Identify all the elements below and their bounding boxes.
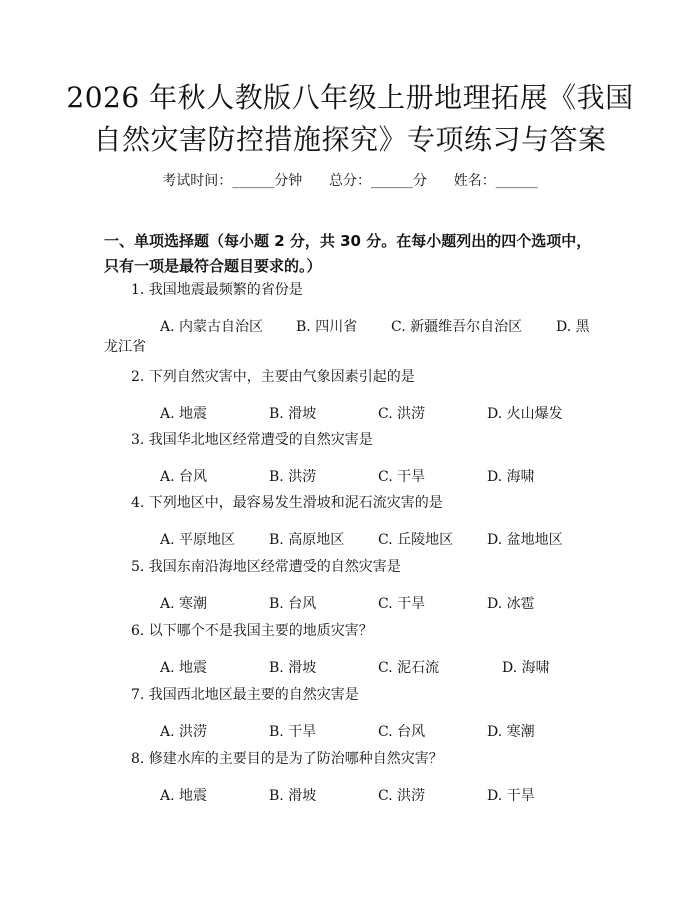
question-5-option-c: C. 干旱 [378,596,426,612]
question-6-option-c: C. 泥石流 [378,660,440,676]
question-3-option-b: B. 洪涝 [269,469,317,485]
document-title-line2: 自然灾害防控措施探究》专项练习与答案 [93,123,607,156]
question-stem-8: 8. 修建水库的主要目的是为了防治哪种自然灾害？ [131,751,443,767]
question-8-option-a: A. 地震 [160,788,208,804]
question-7-option-c: C. 台风 [378,724,426,740]
question-2-option-c: C. 洪涝 [378,406,426,422]
question-6-option-b: B. 滑坡 [269,660,317,676]
question-3-option-c: C. 干旱 [378,469,426,485]
question-7-option-b: B. 干旱 [269,724,317,740]
question-1-option-a: A. 内蒙古自治区 [160,319,264,335]
question-4-option-a: A. 平原地区 [160,532,236,548]
question-stem-7: 7. 我国西北地区最主要的自然灾害是 [131,687,359,703]
question-2-option-b: B. 滑坡 [269,406,317,422]
question-stem-6: 6. 以下哪个不是我国主要的地质灾害？ [131,623,373,639]
question-7-option-a: A. 洪涝 [160,724,208,740]
question-8-option-c: C. 洪涝 [378,788,426,804]
question-2-option-d: D. 火山爆发 [487,406,563,422]
document-title-line1: 2026 年秋人教版八年级上册地理拓展《我国 [66,81,634,114]
question-1-option-b: B. 四川省 [296,319,358,335]
question-5-option-a: A. 寒潮 [160,596,208,612]
question-6-option-a: A. 地震 [160,660,208,676]
question-3-option-d: D. 海啸 [487,469,535,485]
question-8-option-d: D. 干旱 [487,788,535,804]
question-4-option-b: B. 高原地区 [269,532,345,548]
section-heading-single-choice: 一、单项选择题（每小题 2 分，共 30 分。在每小题列出的四个选项中，只有一项是最符合题目要求的。） [104,232,592,275]
question-stem-2: 2. 下列自然灾害中，主要由气象因素引起的是 [131,369,415,385]
question-4-option-d: D. 盆地地区 [487,532,563,548]
question-stem-1: 1. 我国地震最频繁的省份是 [131,282,303,298]
question-3-option-a: A. 台风 [160,469,208,485]
question-6-option-d: D. 海啸 [502,660,550,676]
question-stem-5: 5. 我国东南沿海地区经常遭受的自然灾害是 [131,559,401,575]
question-4-option-c: C. 丘陵地区 [378,532,454,548]
question-1-option-c: C. 新疆维吾尔自治区 [391,319,523,335]
question-5-option-d: D. 冰雹 [487,596,535,612]
question-5-option-b: B. 台风 [269,596,317,612]
question-1-option-d-continued: 龙江省 [104,339,146,355]
question-stem-4: 4. 下列地区中，最容易发生滑坡和泥石流灾害的是 [131,495,443,511]
question-7-option-d: D. 寒潮 [487,724,535,740]
exam-meta-line: 考试时间：______分钟 总分：______分 姓名：______ [162,173,538,189]
question-8-option-b: B. 滑坡 [269,788,317,804]
question-stem-3: 3. 我国华北地区经常遭受的自然灾害是 [131,432,373,448]
question-2-option-a: A. 地震 [160,406,208,422]
question-1-option-d: D. 黑 [556,319,590,335]
